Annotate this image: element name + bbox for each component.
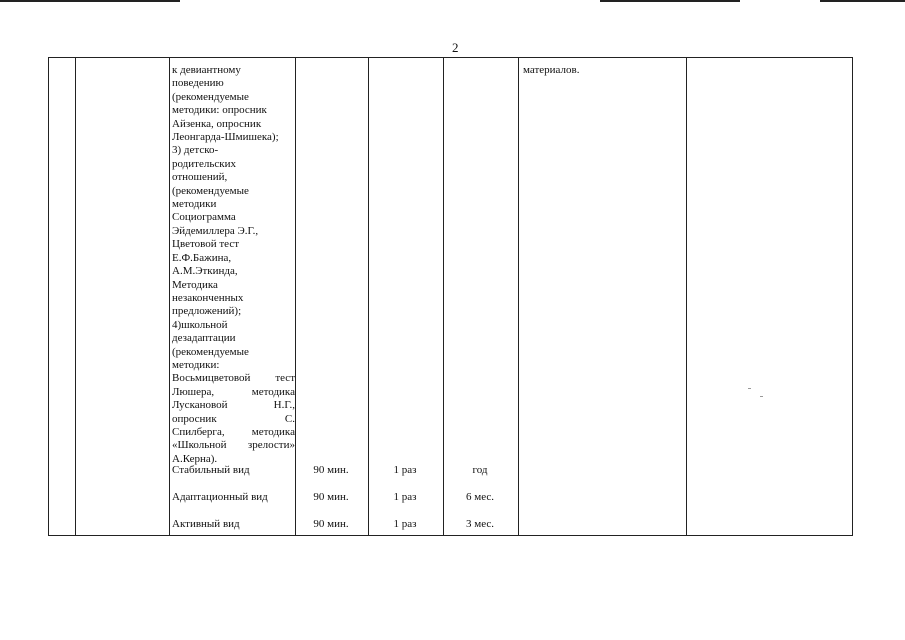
row-frequency: 1 раз xyxy=(393,491,417,503)
row-period: 3 мес. xyxy=(466,518,494,530)
methods-line: дезадаптации xyxy=(172,332,236,345)
column-divider xyxy=(443,58,444,535)
methods-line: к девиантному xyxy=(172,64,241,76)
document-table xyxy=(48,57,853,536)
scan-speck xyxy=(760,396,763,397)
methods-line: 4)школьной xyxy=(172,318,228,331)
row-duration: 90 мин. xyxy=(313,491,349,503)
methods-line: Восьмицветовой тест xyxy=(172,372,295,385)
methods-line: предложений); xyxy=(172,305,242,318)
methods-line: Социограмма xyxy=(172,211,236,224)
scan-edge-line xyxy=(0,0,180,2)
scan-speck xyxy=(748,388,751,389)
column-divider xyxy=(169,58,170,535)
scan-edge-line xyxy=(600,0,740,2)
row-frequency: 1 раз xyxy=(393,464,417,476)
methods-line: Айзенка, опросник xyxy=(172,117,262,130)
methods-line: Люшера, методика xyxy=(172,385,295,398)
methods-line: А.М.Эткинда, xyxy=(172,265,238,278)
row-label: Стабильный вид xyxy=(172,464,250,476)
methods-line: родительских xyxy=(172,157,236,170)
methods-line: А.Керна). xyxy=(172,452,218,465)
row-frequency: 1 раз xyxy=(393,518,417,530)
column-divider xyxy=(368,58,369,535)
methods-line: Е.Ф.Бажина, xyxy=(172,251,232,264)
page-number: 2 xyxy=(452,40,459,55)
column-divider xyxy=(518,58,519,535)
scan-edge-line xyxy=(820,0,905,2)
methods-line: Методика xyxy=(172,278,218,291)
methods-line: незаконченных xyxy=(172,291,244,304)
row-label: Активный вид xyxy=(172,518,240,530)
methods-line: поведению xyxy=(172,77,224,90)
methods-line: Спилберга, методика xyxy=(172,425,295,438)
row-duration: 90 мин. xyxy=(313,464,349,476)
methods-line: методики: xyxy=(172,358,220,371)
methods-line: Лускановой Н.Г., xyxy=(172,399,295,412)
methods-line: методики xyxy=(172,198,217,211)
methods-line: опросник С. xyxy=(172,412,295,425)
methods-line: отношений, xyxy=(172,171,228,184)
methods-line: (рекомендуемые xyxy=(172,184,249,197)
methods-line: Цветовой тест xyxy=(172,238,240,251)
methods-cell xyxy=(172,64,295,466)
column-divider xyxy=(75,58,76,535)
methods-line: (рекомендуемые xyxy=(172,90,249,103)
column-divider xyxy=(295,58,296,535)
materials-cell: материалов. xyxy=(523,64,580,76)
methods-line: Леонгарда-Шмишека); xyxy=(172,131,279,144)
methods-line: Эйдемиллера Э.Г., xyxy=(172,224,259,237)
row-label: Адаптационный вид xyxy=(172,491,268,503)
methods-line: 3) детско- xyxy=(172,144,219,157)
methods-line: (рекомендуемые xyxy=(172,345,249,358)
column-divider xyxy=(686,58,687,535)
methods-line: «Школьной зрелости» xyxy=(172,439,295,452)
methods-line: методики: опросник xyxy=(172,104,267,117)
row-duration: 90 мин. xyxy=(313,518,349,530)
row-period: год xyxy=(472,464,488,476)
row-period: 6 мес. xyxy=(466,491,494,503)
